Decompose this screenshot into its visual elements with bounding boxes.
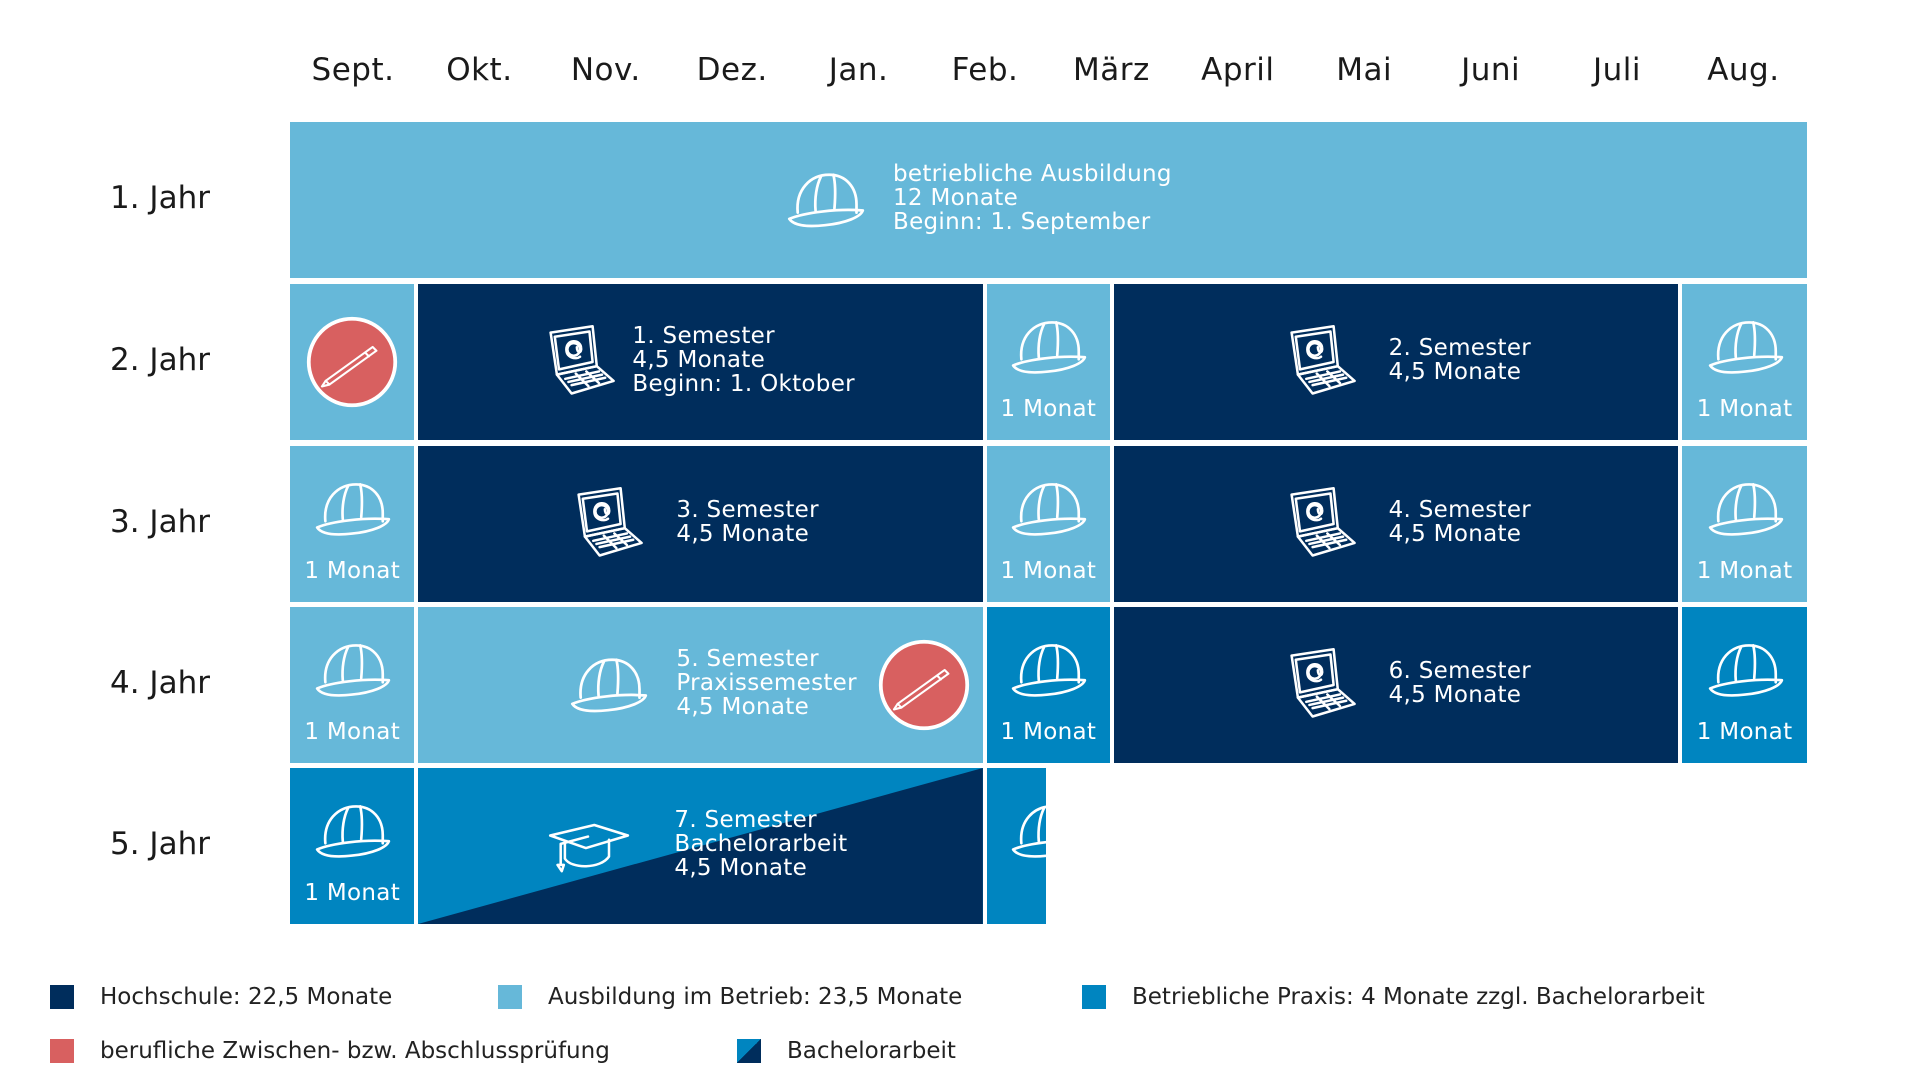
legend-item-bachelor — [737, 1037, 1497, 1065]
legend-label: Bachelorarbeit — [787, 1038, 956, 1064]
block-text — [1389, 336, 1531, 384]
schedule-block-y3-sem3 — [418, 446, 983, 602]
block-text-line: 4,5 Monate — [676, 521, 810, 547]
block-text-line: 4,5 Monate — [1388, 359, 1522, 385]
hard-hat-icon — [1704, 629, 1786, 715]
graduation-cap-icon — [546, 804, 630, 892]
block-text-line: Bachelorarbeit — [674, 831, 848, 857]
duration-label: 1 Monat — [1696, 719, 1793, 745]
hard-hat-icon — [311, 468, 393, 554]
block-text-line: Beginn: 1. September — [893, 209, 1151, 235]
schedule-block-y5-sem7 — [418, 768, 983, 924]
schedule-block-y3-sep — [290, 446, 414, 602]
month-label: Mai — [1336, 52, 1393, 88]
block-text-line: 4,5 Monate — [676, 694, 810, 720]
duration-label: 1 Monat — [1000, 719, 1097, 745]
hard-hat-icon — [566, 643, 650, 731]
month-label: Juni — [1461, 52, 1521, 88]
block-text-line: 3. Semester — [676, 497, 819, 523]
month-label: Okt. — [446, 52, 513, 88]
duration-label: 1 Monat — [304, 558, 401, 584]
duration-label: 1 Monat — [1000, 396, 1097, 422]
legend-item-pruefung — [50, 1037, 810, 1065]
block-text-line: betriebliche Ausbildung — [893, 161, 1172, 187]
year-label: 4. Jahr — [110, 665, 210, 701]
block-text-line: 4,5 Monate — [632, 347, 766, 373]
block-text-line: 5. Semester — [676, 646, 819, 672]
month-label: März — [1073, 52, 1150, 88]
month-label: Dez. — [696, 52, 768, 88]
laptop-icon — [1279, 643, 1363, 731]
schedule-block-y4-feb — [987, 607, 1109, 763]
month-label: Nov. — [570, 52, 641, 88]
laptop-icon — [566, 482, 650, 570]
schedule-block-y2-aug — [1682, 284, 1806, 440]
hard-hat-icon — [1007, 468, 1089, 554]
exam-pen-icon — [877, 638, 971, 736]
hard-hat-icon — [311, 629, 393, 715]
legend-label: berufliche Zwischen- bzw. Abschlussprüfung — [100, 1038, 610, 1064]
block-text-line: Beginn: 1. Oktober — [632, 371, 855, 397]
hard-hat-icon — [1704, 468, 1786, 554]
hard-hat-icon — [1704, 306, 1786, 392]
schedule-block-y4-sep — [290, 607, 414, 763]
legend-label: Hochschule: 22,5 Monate — [100, 984, 393, 1010]
legend-label: Betriebliche Praxis: 4 Monate zzgl. Bachelorarbeit — [1132, 984, 1705, 1010]
month-label: Aug. — [1707, 52, 1780, 88]
block-text — [893, 162, 1172, 234]
schedule-block-y4-aug — [1682, 607, 1806, 763]
hard-hat-icon — [311, 790, 393, 876]
schedule-block-y2-pruefung — [290, 284, 414, 440]
hard-hat-icon — [1007, 790, 1046, 876]
duration-label: 1 Monat — [1696, 396, 1793, 422]
duration-label: 1 Monat — [304, 880, 401, 906]
block-text-line: 4,5 Monate — [1388, 682, 1522, 708]
schedule-block-y2-sem1 — [418, 284, 983, 440]
year-label: 5. Jahr — [110, 826, 210, 862]
legend-swatch — [50, 985, 74, 1009]
block-text-line: 12 Monate — [893, 185, 1019, 211]
legend-swatch — [1082, 985, 1106, 1009]
month-label: Jan. — [828, 52, 889, 88]
schedule-block-y2-sem2 — [1114, 284, 1679, 440]
schedule-block-y4-sem6 — [1114, 607, 1679, 763]
year-label: 1. Jahr — [110, 180, 210, 216]
duration-label: 1 Monat — [1696, 558, 1793, 584]
block-text-line: 7. Semester — [674, 807, 817, 833]
block-text-line: 4,5 Monate — [1388, 521, 1522, 547]
schedule-block-y2-feb — [987, 284, 1109, 440]
block-text — [676, 498, 818, 546]
schedule-block-y3-feb — [987, 446, 1109, 602]
hard-hat-icon — [1007, 629, 1089, 715]
block-text-line: 2. Semester — [1388, 335, 1532, 361]
block-text — [1389, 498, 1531, 546]
block-text — [676, 647, 857, 719]
legend-swatch — [498, 985, 522, 1009]
block-text — [632, 324, 855, 396]
legend-item-praxis — [1082, 983, 1842, 1011]
schedule-block-y1-ausbildung — [290, 122, 1807, 278]
block-text — [1389, 659, 1531, 707]
block-text-line: 6. Semester — [1388, 658, 1532, 684]
laptop-icon — [1279, 320, 1363, 408]
duration-label: 1 Monat — [304, 719, 401, 745]
schedule-block-y3-sem4 — [1114, 446, 1679, 602]
legend-label: Ausbildung im Betrieb: 23,5 Monate — [548, 984, 963, 1010]
schedule-block-y3-aug — [1682, 446, 1806, 602]
duration-label: 1 Monat — [1000, 558, 1097, 584]
legend-swatch — [50, 1039, 74, 1063]
hard-hat-icon — [1007, 306, 1089, 392]
block-text — [674, 808, 847, 880]
month-label: Sept. — [311, 52, 395, 88]
block-text-line: 4,5 Monate — [674, 855, 808, 881]
year-label: 2. Jahr — [110, 342, 210, 378]
block-text-line: 4. Semester — [1388, 497, 1532, 523]
month-label: Juli — [1592, 52, 1641, 88]
laptop-icon — [538, 320, 622, 408]
month-label: Feb. — [951, 52, 1019, 88]
block-text-line: Praxissemester — [676, 670, 857, 696]
schedule-block-y5-sep — [290, 768, 414, 924]
month-label: April — [1201, 52, 1275, 88]
exam-pen-icon — [305, 315, 399, 413]
laptop-icon — [1279, 482, 1363, 570]
schedule-block-y4-sem5 — [418, 607, 983, 763]
schedule-block-y5-feb — [987, 768, 1046, 924]
hard-hat-icon — [783, 158, 867, 246]
year-label: 3. Jahr — [110, 504, 210, 540]
block-text-line: 1. Semester — [632, 323, 775, 349]
legend-swatch — [737, 1039, 761, 1063]
